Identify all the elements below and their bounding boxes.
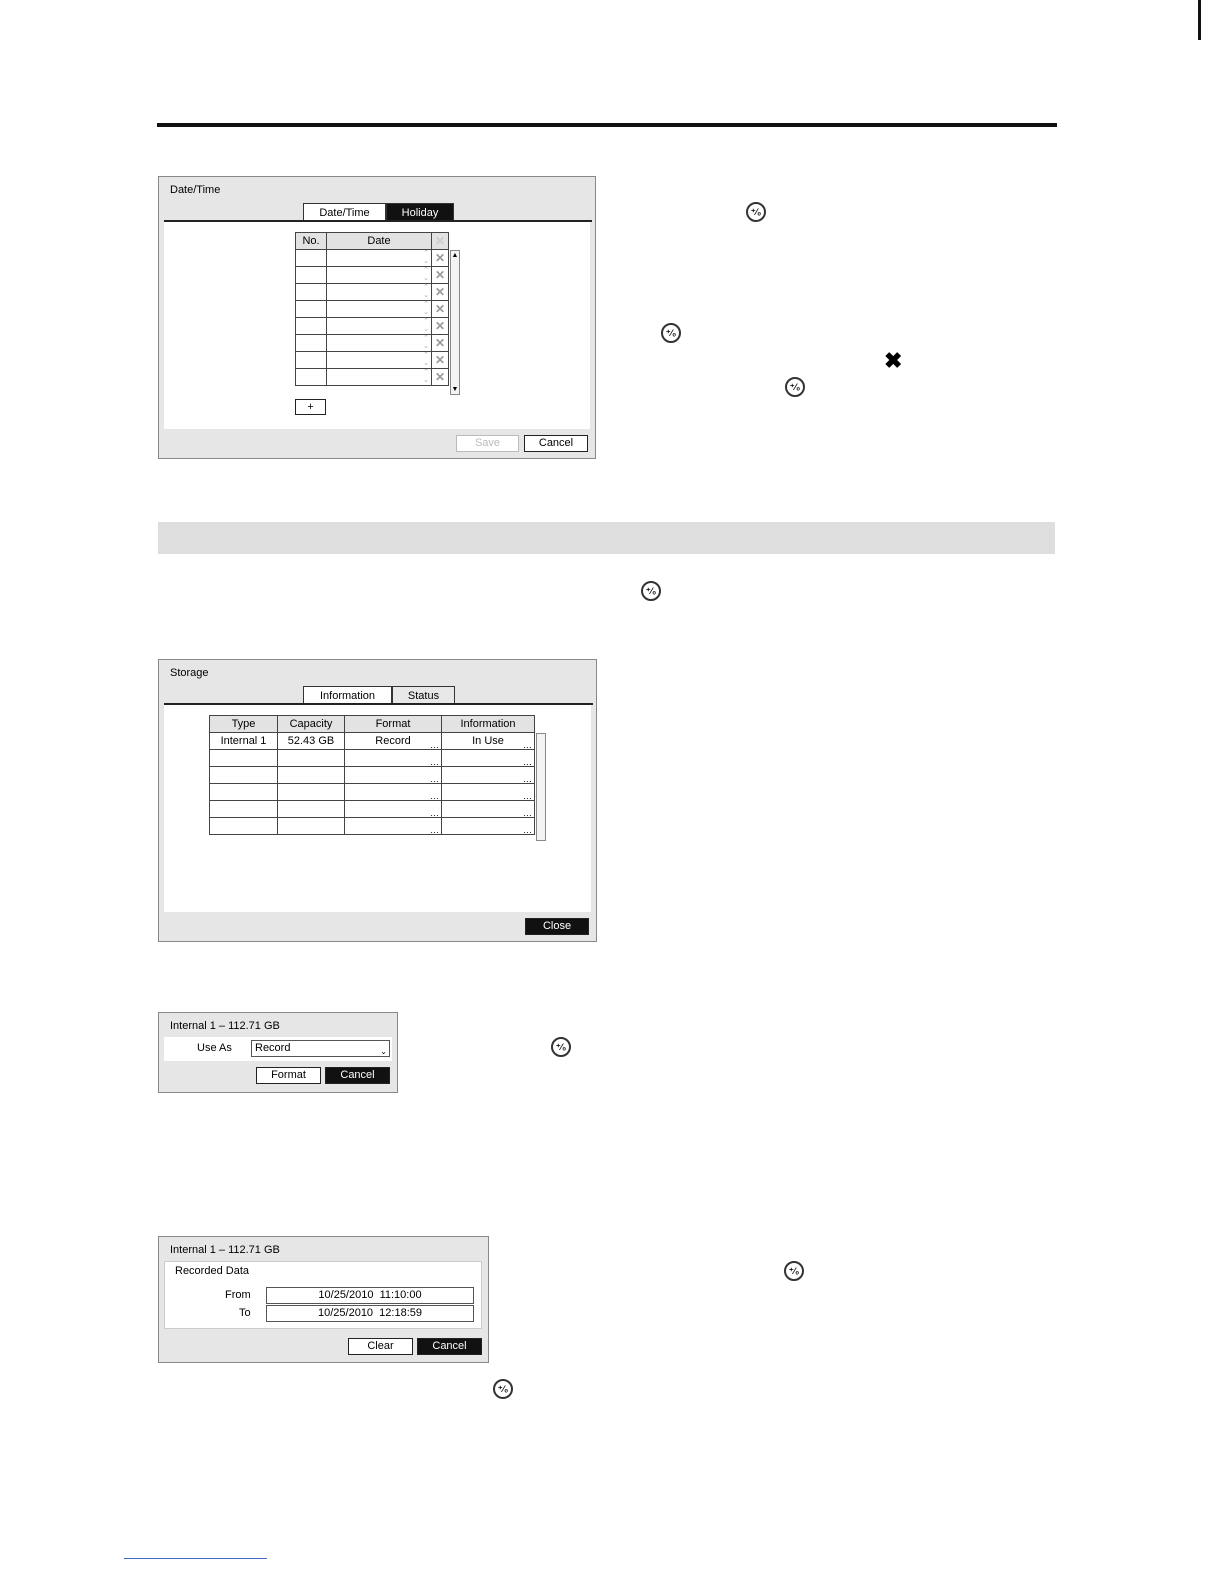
tab-information[interactable]: Information bbox=[303, 686, 392, 704]
delete-row-icon[interactable] bbox=[432, 352, 449, 369]
select-button-icon: ⁺⁄₀ bbox=[785, 377, 805, 397]
delete-row-icon[interactable] bbox=[432, 267, 449, 284]
storage-information-value: In Use bbox=[472, 735, 504, 747]
holiday-no-cell bbox=[296, 369, 327, 386]
storage-information-cell[interactable] bbox=[442, 767, 535, 784]
select-button-icon: ⁺⁄₀ bbox=[746, 202, 766, 222]
section-heading-bar bbox=[158, 522, 1055, 554]
to-label: To bbox=[239, 1307, 251, 1319]
format-button[interactable]: Format bbox=[256, 1067, 321, 1084]
dialog-title: Internal 1 – 112.71 GB bbox=[170, 1244, 280, 1256]
more-options-icon[interactable]: … bbox=[430, 808, 439, 818]
table-row[interactable] bbox=[210, 784, 535, 801]
header-rule bbox=[157, 123, 1057, 127]
more-options-icon[interactable]: … bbox=[523, 808, 532, 818]
spinner-icon[interactable]: ⌃ ⌄ bbox=[423, 284, 429, 299]
more-options-icon[interactable]: … bbox=[523, 757, 532, 767]
more-options-icon[interactable]: … bbox=[523, 791, 532, 801]
col-no: No. bbox=[296, 233, 327, 250]
delete-row-icon[interactable] bbox=[432, 301, 449, 318]
holiday-date-cell[interactable] bbox=[327, 301, 432, 318]
spinner-icon[interactable]: ⌃ ⌄ bbox=[423, 352, 429, 367]
holiday-scrollbar[interactable] bbox=[450, 250, 460, 395]
select-button-icon: ⁺⁄₀ bbox=[641, 581, 661, 601]
holiday-date-cell[interactable] bbox=[327, 267, 432, 284]
col-type: Type bbox=[210, 716, 278, 733]
storage-information-cell[interactable] bbox=[442, 750, 535, 767]
holiday-table bbox=[295, 232, 449, 386]
table-row[interactable] bbox=[210, 733, 535, 750]
recorded-data-dialog bbox=[158, 1236, 489, 1363]
table-row[interactable] bbox=[210, 767, 535, 784]
table-row[interactable] bbox=[296, 250, 449, 267]
storage-capacity-cell bbox=[278, 733, 345, 750]
storage-format-cell[interactable] bbox=[345, 784, 442, 801]
table-row[interactable] bbox=[296, 369, 449, 386]
storage-capacity-cell bbox=[278, 818, 345, 835]
holiday-no-cell bbox=[296, 352, 327, 369]
storage-capacity-cell bbox=[278, 801, 345, 818]
more-options-icon[interactable]: … bbox=[523, 740, 532, 750]
delete-row-icon[interactable] bbox=[432, 369, 449, 386]
more-options-icon[interactable]: … bbox=[430, 774, 439, 784]
dialog-title: Date/Time bbox=[170, 184, 221, 196]
cancel-button[interactable]: Cancel bbox=[417, 1338, 482, 1355]
table-row[interactable] bbox=[210, 750, 535, 767]
delete-x-icon: ✕ bbox=[434, 353, 446, 367]
storage-capacity-cell bbox=[278, 784, 345, 801]
holiday-no-cell bbox=[296, 284, 327, 301]
storage-capacity-cell bbox=[278, 767, 345, 784]
table-row[interactable] bbox=[296, 318, 449, 335]
tab-datetime[interactable]: Date/Time bbox=[303, 203, 386, 221]
tab-holiday[interactable]: Holiday bbox=[386, 203, 454, 221]
storage-type-cell bbox=[210, 767, 278, 784]
holiday-no-cell bbox=[296, 267, 327, 284]
delete-row-icon[interactable] bbox=[432, 284, 449, 301]
dialog-title: Storage bbox=[170, 667, 209, 679]
from-label: From bbox=[225, 1289, 251, 1301]
storage-capacity-cell bbox=[278, 750, 345, 767]
select-button-icon: ⁺⁄₀ bbox=[493, 1379, 513, 1399]
cancel-button[interactable]: Cancel bbox=[325, 1067, 390, 1084]
table-row[interactable] bbox=[296, 267, 449, 284]
group-label: Recorded Data bbox=[175, 1265, 249, 1277]
delete-row-icon[interactable] bbox=[432, 335, 449, 352]
storage-format-cell[interactable] bbox=[345, 733, 442, 750]
dialog-title: Internal 1 – 112.71 GB bbox=[170, 1020, 280, 1032]
table-row[interactable] bbox=[296, 284, 449, 301]
storage-type-cell bbox=[210, 733, 278, 750]
table-row[interactable] bbox=[296, 301, 449, 318]
save-button[interactable]: Save bbox=[456, 435, 519, 452]
dialog-body bbox=[164, 704, 591, 912]
recorded-data-group bbox=[164, 1261, 482, 1329]
more-options-icon[interactable]: … bbox=[430, 825, 439, 835]
tab-rule bbox=[164, 220, 592, 222]
storage-type-cell bbox=[210, 801, 278, 818]
delete-all-icon[interactable]: ✕ bbox=[432, 233, 449, 250]
scroll-up-icon[interactable]: ▲ bbox=[451, 252, 459, 259]
holiday-no-cell bbox=[296, 301, 327, 318]
table-row[interactable] bbox=[296, 352, 449, 369]
delete-x-icon: ✕ bbox=[434, 302, 446, 316]
spinner-icon[interactable]: ⌃ ⌄ bbox=[423, 369, 429, 384]
storage-scrollbar[interactable] bbox=[536, 733, 546, 841]
col-date: Date bbox=[327, 233, 432, 250]
holiday-date-cell[interactable] bbox=[327, 284, 432, 301]
storage-type-cell bbox=[210, 750, 278, 767]
delete-x-icon: ✖ bbox=[884, 348, 903, 373]
storage-type-cell bbox=[210, 784, 278, 801]
more-options-icon[interactable]: … bbox=[430, 791, 439, 801]
delete-x-icon: ✕ bbox=[434, 268, 446, 282]
spinner-icon[interactable]: ⌃ ⌄ bbox=[423, 267, 429, 282]
more-options-icon[interactable]: … bbox=[523, 774, 532, 784]
dialog-body bbox=[164, 221, 590, 429]
col-format: Format bbox=[345, 716, 442, 733]
col-capacity: Capacity bbox=[278, 716, 345, 733]
use-as-label: Use As bbox=[197, 1042, 232, 1054]
use-as-value: Record bbox=[255, 1042, 291, 1054]
delete-x-icon: ✕ bbox=[434, 370, 446, 384]
delete-row-icon[interactable] bbox=[432, 318, 449, 335]
holiday-no-cell bbox=[296, 335, 327, 352]
use-as-select[interactable] bbox=[251, 1040, 390, 1057]
holiday-date-cell[interactable] bbox=[327, 335, 432, 352]
tab-status[interactable]: Status bbox=[392, 686, 455, 704]
more-options-icon[interactable]: … bbox=[523, 825, 532, 835]
table-row[interactable] bbox=[210, 818, 535, 835]
storage-information-cell[interactable] bbox=[442, 801, 535, 818]
dropdown-icon: ⌄ bbox=[380, 1047, 387, 1056]
select-button-icon: ⁺⁄₀ bbox=[784, 1261, 804, 1281]
holiday-no-cell bbox=[296, 318, 327, 335]
storage-format-value: Record bbox=[375, 735, 411, 747]
delete-x-icon: ✕ bbox=[434, 319, 446, 333]
datetime-dialog bbox=[158, 176, 596, 459]
from-field: 10/25/2010 11:10:00 bbox=[266, 1287, 474, 1304]
spinner-icon[interactable]: ⌃ ⌄ bbox=[423, 318, 429, 333]
cancel-button[interactable]: Cancel bbox=[524, 435, 588, 452]
storage-information-cell[interactable] bbox=[442, 818, 535, 835]
storage-type-value: Internal 1 bbox=[220, 735, 267, 747]
holiday-date-cell[interactable] bbox=[327, 352, 432, 369]
storage-dialog bbox=[158, 659, 597, 942]
storage-type-cell bbox=[210, 818, 278, 835]
format-dialog bbox=[158, 1012, 398, 1093]
scroll-down-icon[interactable]: ▼ bbox=[451, 386, 459, 393]
select-button-icon: ⁺⁄₀ bbox=[551, 1037, 571, 1057]
more-options-icon[interactable]: … bbox=[430, 757, 439, 767]
holiday-date-cell[interactable] bbox=[327, 369, 432, 386]
holiday-no-cell bbox=[296, 250, 327, 267]
close-button[interactable]: Close bbox=[525, 918, 589, 935]
select-button-icon: ⁺⁄₀ bbox=[661, 323, 681, 343]
storage-format-cell[interactable] bbox=[345, 767, 442, 784]
tab-rule bbox=[164, 703, 593, 705]
clear-button[interactable]: Clear bbox=[348, 1338, 413, 1355]
holiday-date-cell[interactable] bbox=[327, 250, 432, 267]
delete-x-icon: ✕ bbox=[434, 251, 446, 265]
storage-table bbox=[209, 715, 535, 835]
storage-format-cell[interactable] bbox=[345, 818, 442, 835]
storage-capacity-value: 52.43 GB bbox=[287, 735, 335, 747]
table-row[interactable] bbox=[210, 801, 535, 818]
spinner-icon[interactable]: ⌃ ⌄ bbox=[423, 301, 429, 316]
add-holiday-button[interactable]: + bbox=[295, 399, 326, 415]
to-field: 10/25/2010 12:18:59 bbox=[266, 1305, 474, 1322]
delete-x-icon: ✕ bbox=[434, 285, 446, 299]
more-options-icon[interactable]: … bbox=[430, 740, 439, 750]
spinner-icon[interactable]: ⌃ ⌄ bbox=[423, 335, 429, 350]
delete-x-icon: ✕ bbox=[434, 336, 446, 350]
col-information: Information bbox=[442, 716, 535, 733]
storage-format-cell[interactable] bbox=[345, 801, 442, 818]
page-edge-mark bbox=[1198, 0, 1201, 40]
spinner-icon[interactable]: ⌃ ⌄ bbox=[423, 250, 429, 265]
footer-link-underline bbox=[124, 1558, 267, 1559]
delete-row-icon[interactable] bbox=[432, 250, 449, 267]
storage-information-cell[interactable] bbox=[442, 733, 535, 750]
holiday-date-cell[interactable] bbox=[327, 318, 432, 335]
storage-information-cell[interactable] bbox=[442, 784, 535, 801]
table-row[interactable] bbox=[296, 335, 449, 352]
use-as-row bbox=[164, 1037, 392, 1061]
storage-format-cell[interactable] bbox=[345, 750, 442, 767]
